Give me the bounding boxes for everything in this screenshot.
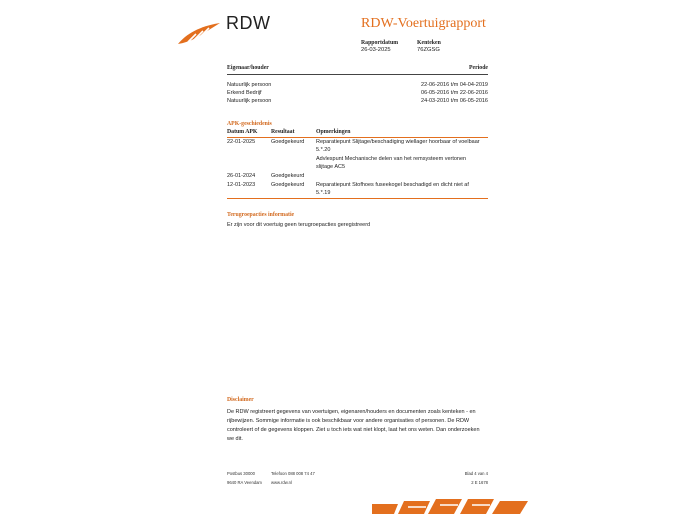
disclaimer-title: Disclaimer bbox=[227, 397, 254, 403]
decorative-chevrons-icon bbox=[372, 498, 532, 514]
period-column-header: Periode bbox=[469, 65, 488, 71]
owner-row-type: Natuurlijk persoon bbox=[227, 82, 272, 88]
apk-row-remark: Reparatiepunt Slijtage/beschadiging wiellager hoorbaar of voelbaar bbox=[316, 139, 480, 145]
footer-page-number: Blad 4 van 4 bbox=[464, 471, 488, 476]
disclaimer-line: De RDW registreert gegevens van voertuigen, eigenaren/houders en documenten zoals kenteken - en bbox=[227, 409, 476, 415]
apk-row-date: 12-01-2023 bbox=[227, 182, 256, 188]
owner-row-period: 06-05-2016 t/m 22-06-2016 bbox=[421, 90, 488, 96]
apk-row-remark: slijtage AC5 bbox=[316, 164, 346, 170]
apk-result-header: Resultaat bbox=[271, 129, 295, 135]
report-date: 26-03-2025 bbox=[361, 47, 391, 53]
footer-phone: Telefoon 088 008 74 47 bbox=[271, 471, 315, 476]
owners-divider bbox=[227, 74, 488, 75]
apk-section-title: APK-geschiedenis bbox=[227, 121, 272, 127]
footer-postbox: Postbus 30000 bbox=[227, 471, 255, 476]
recall-text: Er zijn voor dit voertuig geen terugroepacties geregistreerd bbox=[227, 222, 371, 228]
apk-row-date: 26-01-2024 bbox=[227, 173, 256, 179]
owner-row-period: 24-03-2010 t/m 06-05-2016 bbox=[421, 98, 488, 104]
rdw-logo-icon bbox=[176, 20, 222, 46]
apk-row-result: Goedgekeurd bbox=[271, 173, 305, 179]
footer-code: 2 E 1678 bbox=[471, 480, 488, 485]
plate-value: 76ZGSG bbox=[417, 47, 440, 53]
report-title: RDW-Voertuigrapport bbox=[361, 16, 486, 31]
apk-date-header: Datum APK bbox=[227, 129, 258, 135]
apk-row-remark: Reparatiepunt Stofhoes fuseekogel beschadigd en dicht niet af bbox=[316, 182, 469, 188]
plate-label: Kenteken bbox=[417, 40, 441, 46]
owner-row-period: 22-06-2016 t/m 04-04-2019 bbox=[421, 82, 488, 88]
apk-row-date: 22-01-2025 bbox=[227, 139, 256, 145]
disclaimer-line: rijbewijzen. Sommige informatie is ook beschikbaar voor andere organisaties of personen. De RDW bbox=[227, 418, 470, 424]
apk-bottom-divider bbox=[227, 198, 488, 199]
apk-row-remark: 5.*.19 bbox=[316, 190, 331, 196]
owner-column-header: Eigenaar/houder bbox=[227, 65, 269, 71]
owner-row-type: Natuurlijk persoon bbox=[227, 98, 272, 104]
disclaimer-line: controleert of de gegevens kloppen. Ziet u toch iets wat niet klopt, laat het ons weten. Dan onderzoeken bbox=[227, 427, 480, 433]
disclaimer-line: we dit. bbox=[227, 436, 243, 442]
apk-row-result: Goedgekeurd bbox=[271, 139, 305, 145]
report-date-label: Rapportdatum bbox=[361, 40, 399, 46]
apk-row-result: Goedgekeurd bbox=[271, 182, 305, 188]
footer-city: 9640 RA Veendam bbox=[227, 480, 262, 485]
brand-name: RDW bbox=[226, 13, 271, 33]
recall-section-title: Terugroepacties informatie bbox=[227, 212, 295, 218]
apk-row-remark: Advlespunt Mechanische delen van het remsysteem vertonen bbox=[316, 156, 467, 162]
footer-web[interactable]: www.rdw.nl bbox=[271, 480, 292, 485]
apk-row-remark: 5.*.20 bbox=[316, 147, 331, 153]
owner-row-type: Erkend Bedrijf bbox=[227, 90, 262, 96]
apk-remarks-header: Opmerkingen bbox=[316, 129, 351, 135]
